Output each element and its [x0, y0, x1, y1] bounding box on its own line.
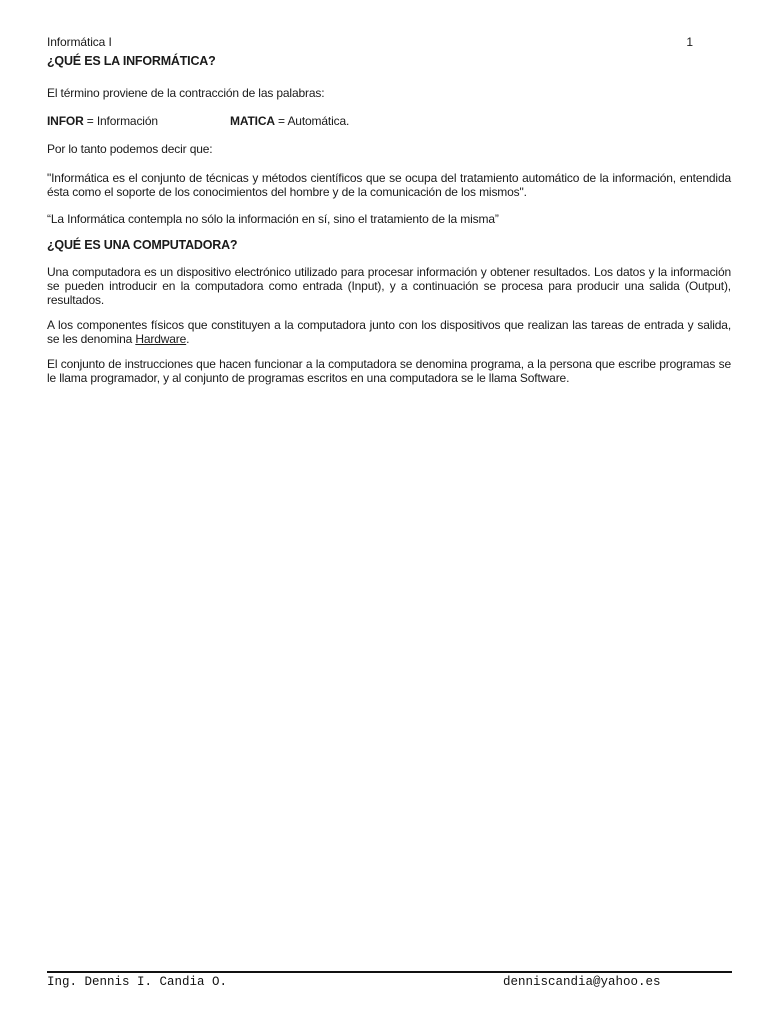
hardware-text: A los componentes físicos que constituyen a la computadora junto con los dispositivos que realizan las tareas de entrada y salida, se les denomina [47, 318, 731, 346]
course-title: Informática I [47, 35, 112, 49]
computer-definition-paragraph: Una computadora es un dispositivo electrónico utilizado para procesar información y obtener resultados. Los datos y la información se pueden introducir en la computadora como entrada (Input), y a continuación se procesa para producir una salida (Output), resultados. [47, 265, 731, 307]
hardware-term: Hardware [135, 332, 187, 346]
hardware-suffix: . [186, 332, 190, 346]
lead-paragraph: Por lo tanto podemos decir que: [47, 142, 213, 156]
page-number: 1 [686, 35, 693, 49]
definition-quote: "Informática es el conjunto de técnicas y métodos científicos que se ocupa del tratamiento automático de la información, entendida ésta como el soporte de los conocimientos del hombre y de la comunicación de los mismos". [47, 171, 731, 199]
definition-meaning: Automática. [287, 114, 350, 128]
footer-divider [47, 971, 732, 973]
definition-separator: = [83, 114, 97, 128]
document-body [47, 52, 731, 385]
definition-term: INFOR [47, 114, 84, 128]
software-paragraph: El conjunto de instrucciones que hacen funcionar a la computadora se denomina programa, a la persona que escribe programas se le llama programador, y al conjunto de programas escritos en una computadora se le llama Software. [47, 357, 731, 385]
etymology-definitions [47, 114, 731, 128]
section-heading-informatica: ¿QUÉ ES LA INFORMÁTICA? [47, 54, 216, 68]
definition-term: MATICA [230, 114, 275, 128]
hardware-paragraph [47, 318, 731, 346]
section-heading-computadora: ¿QUÉ ES UNA COMPUTADORA? [47, 238, 238, 252]
definition-meaning: Información [96, 114, 158, 128]
intro-paragraph: El término proviene de la contracción de las palabras: [47, 86, 325, 100]
definition-separator: = [274, 114, 288, 128]
author-name: Ing. Dennis I. Candia O. [47, 975, 228, 989]
definition-infor [47, 114, 158, 128]
secondary-quote: “La Informática contempla no sólo la información en sí, sino el tratamiento de la misma” [47, 212, 499, 226]
author-email: denniscandia@yahoo.es [503, 975, 661, 989]
definition-matica [230, 114, 349, 128]
